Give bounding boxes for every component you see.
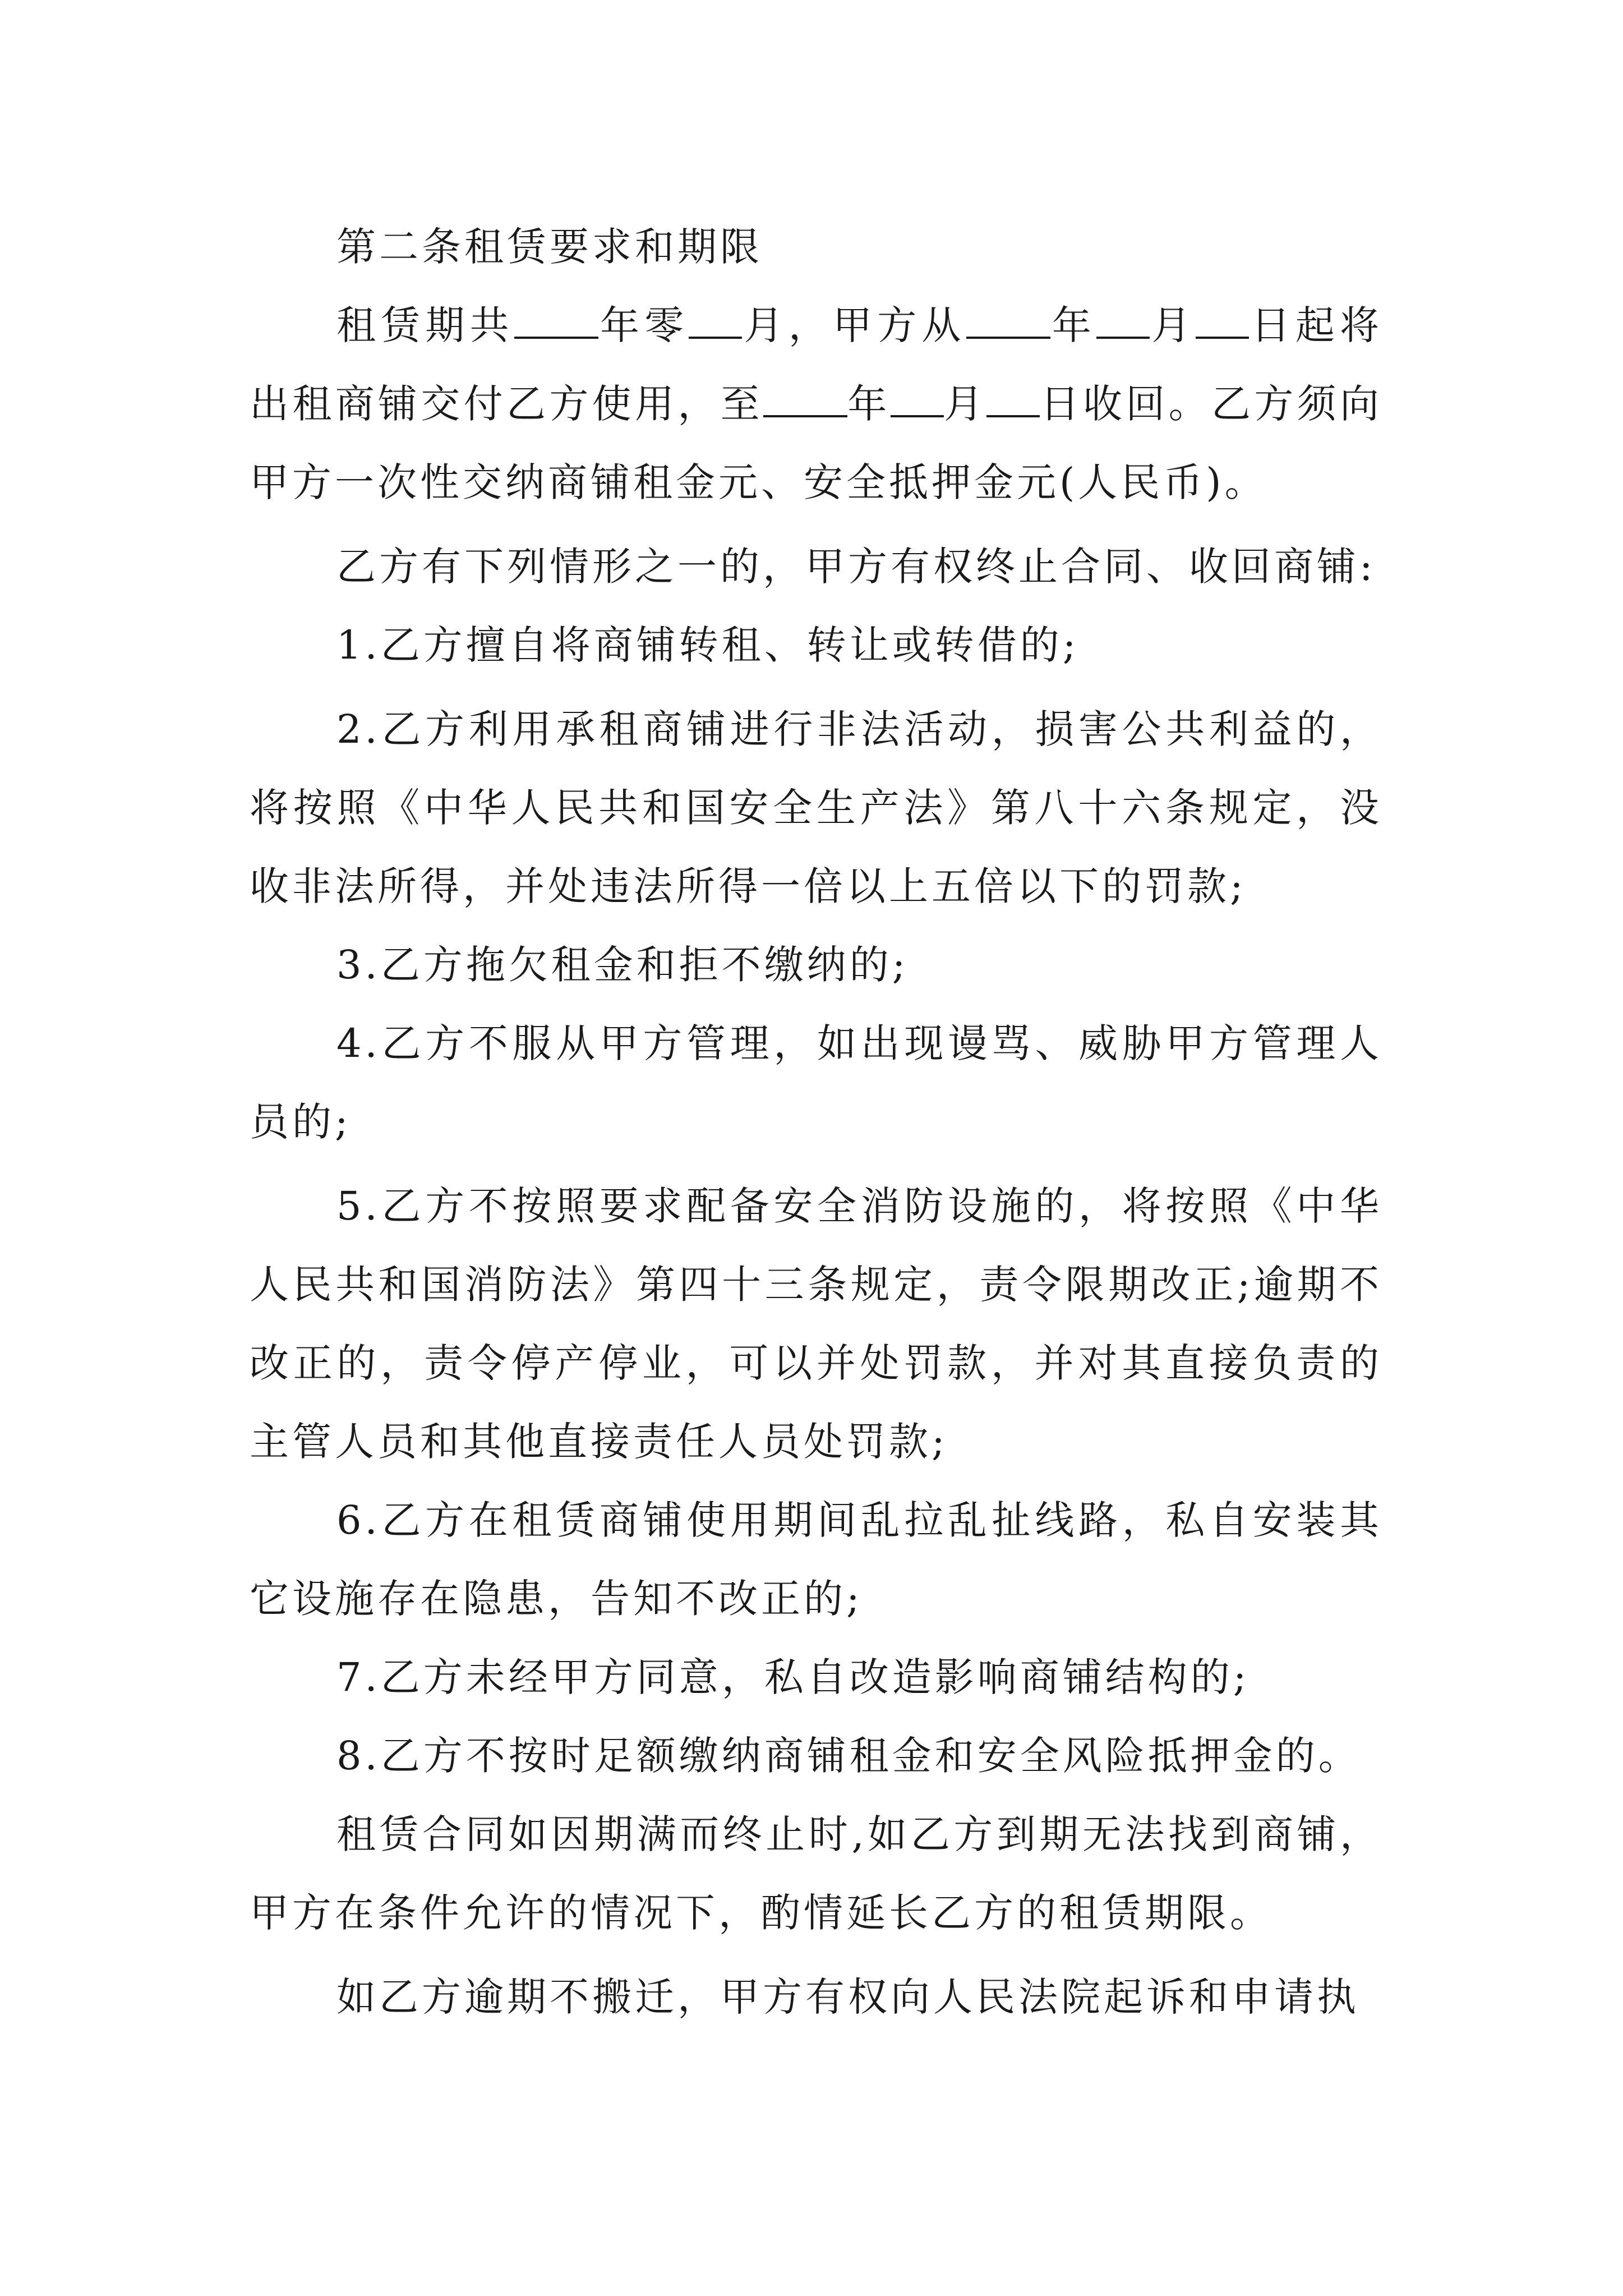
list-item: 3.乙方拖欠租金和拒不缴纳的; <box>336 942 909 988</box>
expiry-paragraph: 租赁合同如因期满而终止时,如乙方到期无法找到商铺，甲方在条件允许的情况下，酌情延长乙方的租赁期限。 <box>250 1811 1382 1936</box>
start-year-blank[interactable] <box>966 302 1050 339</box>
final-paragraph: 如乙方逾期不搬迁，甲方有权向人民法院起诉和申请执 <box>336 1974 1359 2020</box>
term-text-1: 租赁期共 <box>336 302 514 348</box>
term-text-7: 年 <box>847 381 891 427</box>
lease-term-paragraph <box>250 286 1382 522</box>
list-item: 5.乙方不按照要求配备安全消防设施的，将按照《中华人民共和国消防法》第四十三条规定，责令限期改正;逾期不改正的，责令停产停业，可以并处罚款，并对其直接负责的主管人员和其他直接责任人员处罚款; <box>250 1183 1382 1465</box>
months-blank[interactable] <box>689 302 742 339</box>
start-day-blank[interactable] <box>1196 302 1249 339</box>
section-heading: 第二条租赁要求和期限 <box>336 224 763 270</box>
term-text-6: 日起将出租商铺交付乙方使用，至 <box>250 302 1383 427</box>
end-month-blank[interactable] <box>891 380 944 417</box>
list-item: 4.乙方不服从甲方管理，如出现谩骂、威胁甲方管理人员的; <box>250 1020 1382 1145</box>
list-item: 8.乙方不按时足额缴纳商铺租金和安全风险抵押金的。 <box>336 1733 1361 1779</box>
end-year-blank[interactable] <box>763 380 847 417</box>
years-blank[interactable] <box>514 302 598 339</box>
start-month-blank[interactable] <box>1096 302 1150 339</box>
document-body <box>250 208 1382 2036</box>
term-text-8: 月 <box>943 381 987 427</box>
term-text-5: 月 <box>1150 302 1196 348</box>
term-text-2: 年零 <box>598 302 689 348</box>
list-item: 6.乙方在租赁商铺使用期间乱拉乱扯线路，私自安装其它设施存在隐患，告知不改正的; <box>250 1497 1382 1622</box>
term-text-9: 日收回。乙方须向甲方一次性交纳商铺租金元、安全抵押金元(人民币)。 <box>250 381 1383 505</box>
termination-intro: 乙方有下列情形之一的，甲方有权终止合同、收回商铺: <box>336 544 1376 590</box>
list-item: 7.乙方未经甲方同意，私自改造影响商铺结构的; <box>336 1654 1250 1700</box>
term-text-4: 年 <box>1050 302 1097 348</box>
end-day-blank[interactable] <box>986 380 1040 417</box>
term-text-3: 月，甲方从 <box>742 302 966 348</box>
list-item: 1.乙方擅自将商铺转租、转让或转借的; <box>336 622 1080 668</box>
list-item: 2.乙方利用承租商铺进行非法活动，损害公共利益的，将按照《中华人民共和国安全生产法》第八十六条规定，没收非法所得，并处违法所得一倍以上五倍以下的罚款; <box>250 706 1382 909</box>
